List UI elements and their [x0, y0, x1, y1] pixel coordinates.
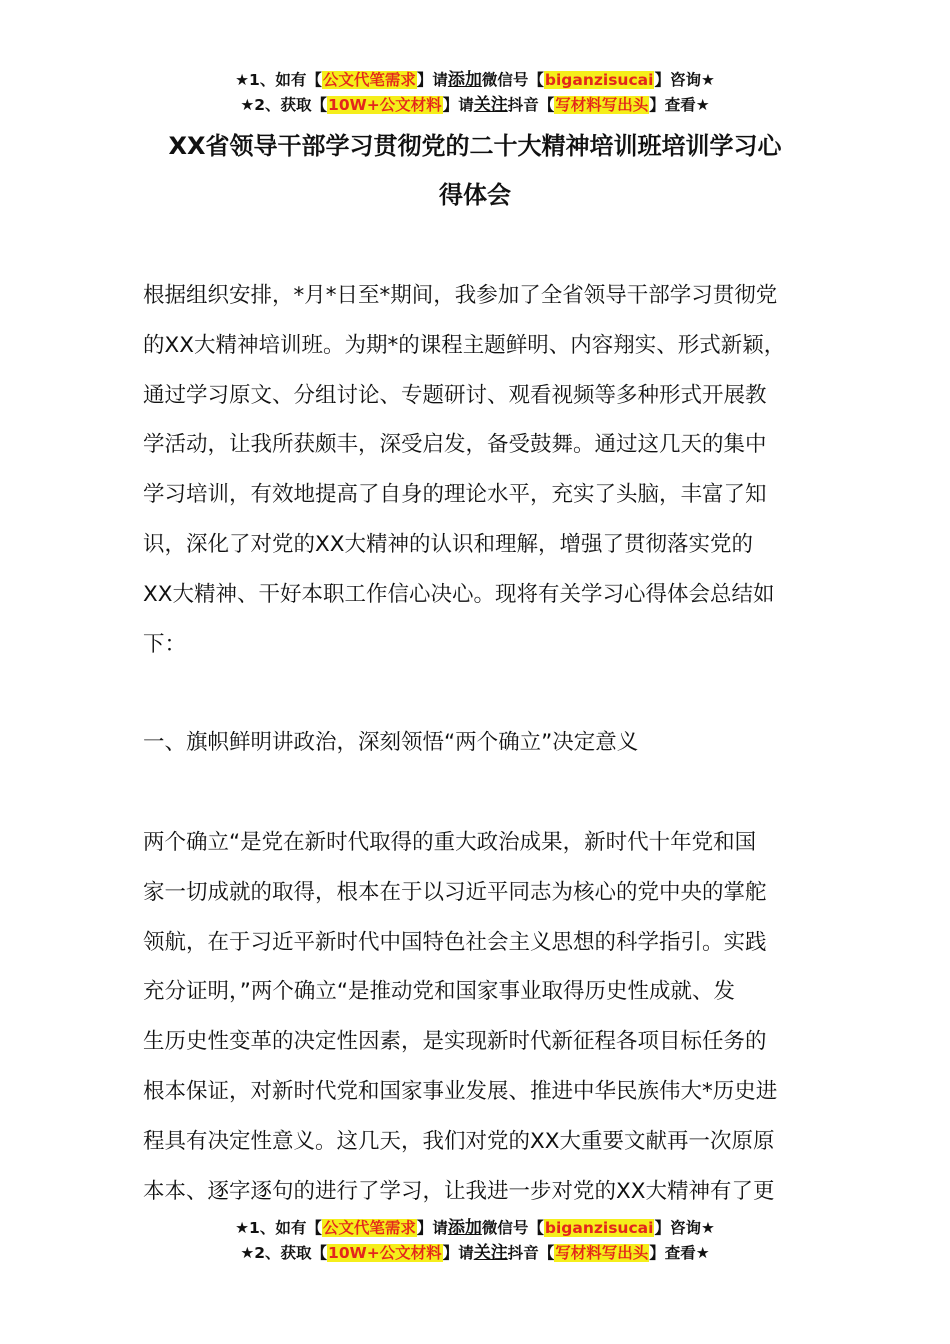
paragraph-line: XX大精神、干好本职工作信心决心。现将有关学习心得体会总结如 [143, 581, 775, 607]
promo-line-1 [0, 1216, 950, 1241]
promo-line-2 [0, 93, 950, 118]
section-heading-text: 一、旗帜鲜明讲政治，深刻领悟“两个确立”决定意义 [143, 730, 639, 755]
promo-douyin-id: 写材料写出头 [555, 1244, 649, 1262]
promo-text: 微信号【 [481, 71, 544, 89]
promo-emphasis: 添加 [447, 1218, 482, 1238]
paragraph-line: 领航，在于习近平新时代中国特色社会主义思想的科学指引。实践 [143, 929, 767, 955]
paragraph-line: 生历史性变革的决定性因素，是实现新时代新征程各项目标任务的 [143, 1029, 767, 1055]
promo-text: 】查看★ [649, 1244, 710, 1262]
promo-banner-bottom [0, 1216, 950, 1266]
paragraph-line: 下： [143, 631, 187, 657]
document-title-line-1: XX省领导干部学习贯彻党的二十大精神培训班培训学习心 [168, 132, 782, 160]
paragraph-line: 充分证明，”两个确立“是推动党和国家事业取得历史性成就、发 [143, 979, 736, 1005]
promo-text: 】咨询★ [654, 1219, 715, 1237]
paragraph-line: 学活动，让我所获颇丰，深受启发，备受鼓舞。通过这几天的集中 [143, 432, 767, 458]
paragraph-line: 学习培训，有效地提高了自身的理论水平，充实了头脑，丰富了知 [143, 482, 767, 508]
promo-wechat-id: biganzisucai [544, 71, 654, 89]
promo-emphasis: 添加 [447, 70, 482, 90]
promo-banner-top [0, 68, 950, 118]
section-1-paragraph [143, 818, 833, 1216]
promo-text: 】请 [416, 71, 448, 89]
promo-text: 】请 [416, 1219, 448, 1237]
promo-emphasis: 关注 [473, 95, 508, 115]
promo-highlight: 10W+公文材料 [328, 96, 442, 114]
promo-text: ★2、获取【 [240, 96, 328, 114]
promo-text: ★2、获取【 [240, 1244, 328, 1262]
promo-highlight: 公文代笔需求 [322, 71, 416, 89]
paragraph-line: 家一切成就的取得，根本在于以习近平同志为核心的党中央的掌舵 [143, 879, 767, 905]
intro-paragraph [143, 271, 833, 669]
promo-line-2 [0, 1241, 950, 1266]
promo-text: ★1、如有【 [235, 1219, 322, 1237]
document-title-line-2: 得体会 [439, 181, 511, 209]
promo-text: 】请 [442, 96, 474, 114]
paragraph-line: 本本、逐字逐句的进行了学习，让我进一步对党的XX大精神有了更 [143, 1178, 775, 1204]
paragraph-line: 程具有决定性意义。这几天，我们对党的XX大重要文献再一次原原 [143, 1128, 775, 1154]
promo-text: 微信号【 [481, 1219, 544, 1237]
promo-highlight: 公文代笔需求 [322, 1219, 416, 1237]
promo-text: ★1、如有【 [235, 71, 322, 89]
promo-text: 】请 [442, 1244, 474, 1262]
paragraph-line: 两个确立“是党在新时代取得的重大政治成果，新时代十年党和国 [143, 830, 757, 855]
promo-text: 】查看★ [649, 96, 710, 114]
promo-text: 抖音【 [507, 96, 555, 114]
promo-emphasis: 关注 [473, 1243, 508, 1263]
paragraph-line: 通过学习原文、分组讨论、专题研讨、观看视频等多种形式开展教 [143, 382, 767, 408]
paragraph-line: 根本保证，对新时代党和国家事业发展、推进中华民族伟大*历史进 [143, 1078, 778, 1104]
promo-text: 抖音【 [507, 1244, 555, 1262]
promo-line-1 [0, 68, 950, 93]
promo-wechat-id: biganzisucai [544, 1219, 654, 1237]
section-heading-1 [143, 718, 833, 768]
promo-douyin-id: 写材料写出头 [555, 96, 649, 114]
paragraph-line: 识，深化了对党的XX大精神的认识和理解，增强了贯彻落实党的 [143, 531, 753, 557]
promo-text: 】咨询★ [654, 71, 715, 89]
paragraph-line: 的XX大精神培训班。为期*的课程主题鲜明、内容翔实、形式新颖， [143, 332, 786, 358]
promo-highlight: 10W+公文材料 [328, 1244, 442, 1262]
paragraph-line: 根据组织安排，*月*日至*期间，我参加了全省领导干部学习贯彻党 [143, 283, 778, 308]
